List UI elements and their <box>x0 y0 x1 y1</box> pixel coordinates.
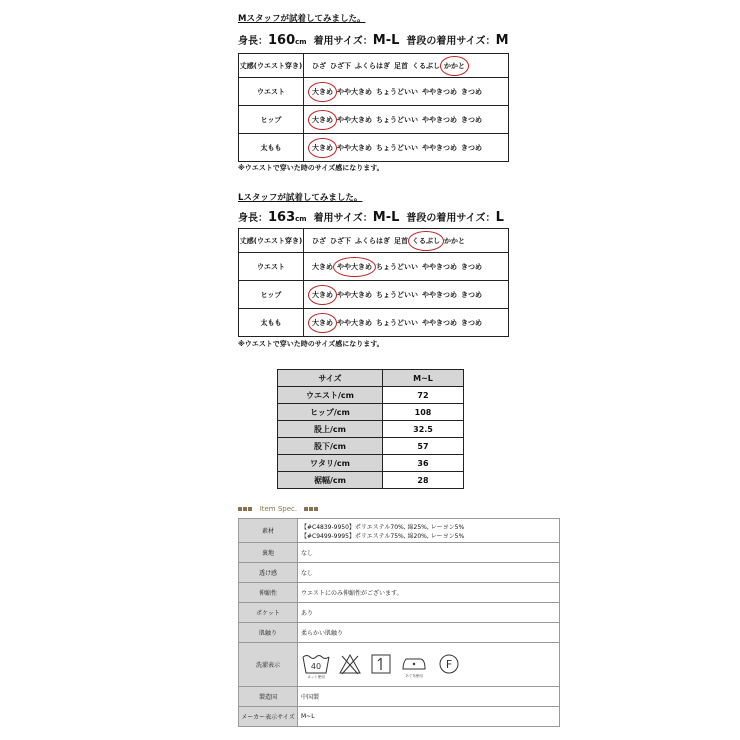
m-fit-row <box>239 54 509 78</box>
m-fit-option: くるぶし <box>412 61 440 70</box>
l-fit-option: きつめ <box>461 318 482 327</box>
size-table-row <box>278 438 464 455</box>
l-fit-table <box>238 228 509 337</box>
item-spec-key: 透け感 <box>239 563 298 583</box>
l-height-unit: cm <box>295 215 307 223</box>
m-fit-option: ひざ下 <box>330 61 351 70</box>
size-row-label: 股上/cm <box>278 421 383 438</box>
wash-temp: 40 <box>310 661 322 671</box>
size-row-value: 57 <box>383 438 464 455</box>
item-spec-row <box>239 643 560 687</box>
item-spec-value <box>298 563 560 583</box>
l-fit-option: かかと <box>444 236 465 245</box>
m-fit-row-label: ヒップ <box>239 106 304 134</box>
m-height-label: 身長： <box>238 36 268 47</box>
m-fit-option: きつめ <box>461 143 482 152</box>
no-bleach-icon <box>338 652 362 678</box>
iron-note: あて布使用 <box>405 673 423 678</box>
m-fit-option: ややきつめ <box>422 115 457 124</box>
size-row-label: ワタリ/cm <box>278 455 383 472</box>
size-row-value: 36 <box>383 455 464 472</box>
item-spec-row <box>239 687 560 707</box>
m-fit-option: ちょうどいい <box>376 115 418 124</box>
item-spec-value <box>298 583 560 603</box>
item-spec-key: 裏地 <box>239 543 298 563</box>
item-spec-row <box>239 583 560 603</box>
wash-note: ネット使用 <box>307 674 325 679</box>
l-wear-label: 着用サイズ： <box>313 213 373 224</box>
m-fit-option: きつめ <box>461 115 482 124</box>
l-fit-row-options <box>304 253 509 281</box>
m-fit-option-selected: 大きめ <box>312 143 333 152</box>
l-fit-row-label: ウエスト <box>239 253 304 281</box>
item-spec-value-line: 【#C4839-9950】ポリエステル70%, 綿25%, レーヨン5% <box>301 523 465 531</box>
l-fit-option: ややきつめ <box>422 318 457 327</box>
l-staff-title: Lスタッフが試着してみました。 <box>238 193 363 203</box>
item-spec-key: 伸縮性 <box>239 583 298 603</box>
size-table-row <box>278 472 464 489</box>
l-fit-row-options <box>304 281 509 309</box>
m-fit-row <box>239 134 509 162</box>
l-height-value: 163 <box>268 210 296 225</box>
item-spec-value <box>298 543 560 563</box>
item-spec-value-line: 中国製 <box>301 694 320 701</box>
size-table-row <box>278 404 464 421</box>
m-fit-option: やや大きめ <box>337 143 372 152</box>
item-spec-heading <box>238 505 319 513</box>
item-spec-value-line: なし <box>301 550 314 557</box>
l-fit-row-options <box>304 309 509 337</box>
item-spec-key: 素材 <box>239 519 298 543</box>
item-spec-key: メーカー表示サイズ <box>239 707 298 727</box>
l-fit-option: ひざ下 <box>330 236 351 245</box>
m-fit-row-options <box>304 106 509 134</box>
l-fit-option: ちょうどいい <box>376 290 418 299</box>
item-spec-value <box>298 623 560 643</box>
l-fit-option: ひざ <box>312 236 326 245</box>
m-fit-option: やや大きめ <box>337 115 372 124</box>
l-fit-option: きつめ <box>461 290 482 299</box>
size-header-value: M~L <box>383 370 464 387</box>
l-fit-option: ややきつめ <box>422 262 457 271</box>
item-spec-row <box>239 623 560 643</box>
m-fit-option: ちょうどいい <box>376 143 418 152</box>
dry-clean-f-icon <box>437 652 461 678</box>
m-fit-row <box>239 78 509 106</box>
item-spec-value-line: なし <box>301 570 314 577</box>
l-fit-option-selected: くるぶし <box>412 236 440 245</box>
size-row-value: 28 <box>383 472 464 489</box>
m-usual-value: M <box>495 33 509 48</box>
l-fit-option-selected: 大きめ <box>312 318 333 327</box>
l-fit-option: ふくらはぎ <box>355 236 390 245</box>
m-fit-row-options <box>304 134 509 162</box>
l-staff-specs <box>238 209 504 225</box>
item-spec-value-line: ウエストにのみ伸縮性がございます。 <box>301 590 403 597</box>
item-spec-key: ポケット <box>239 603 298 623</box>
m-wear-label: 着用サイズ： <box>313 36 373 47</box>
iron-low-icon <box>400 649 430 681</box>
item-spec-value-line: M~L <box>301 713 315 720</box>
m-fit-row-options <box>304 78 509 106</box>
m-fit-option: ややきつめ <box>422 87 457 96</box>
l-wear-value: M-L <box>372 210 400 225</box>
l-fit-option: ちょうどいい <box>376 318 418 327</box>
size-table-row <box>278 421 464 438</box>
l-fit-row-options <box>304 229 509 253</box>
m-fit-option-selected: 大きめ <box>312 87 333 96</box>
m-fit-row <box>239 106 509 134</box>
m-fit-option: 足首 <box>394 61 408 70</box>
l-usual-value: L <box>495 210 504 225</box>
m-fit-table <box>238 53 509 162</box>
m-fit-option: きつめ <box>461 87 482 96</box>
item-spec-key: 製造国 <box>239 687 298 707</box>
l-usual-label: 普段の着用サイズ： <box>406 213 496 224</box>
wash-40-net-icon <box>301 649 331 681</box>
m-staff-specs <box>238 32 509 48</box>
l-fit-option: きつめ <box>461 262 482 271</box>
l-height-label: 身長： <box>238 213 268 224</box>
m-staff-title: Mスタッフが試着してみました。 <box>238 14 366 24</box>
size-row-value: 72 <box>383 387 464 404</box>
item-spec-value-line: 柔らかい肌触り <box>301 630 344 637</box>
item-spec-row <box>239 543 560 563</box>
m-fit-row-options <box>304 54 509 78</box>
line-dry-icon <box>369 652 393 678</box>
l-fit-option: やや大きめ <box>337 290 372 299</box>
m-staff-note: ※ウエストで穿いた時のサイズ感になります。 <box>238 164 384 172</box>
m-fit-row-label: 丈感(ウエスト穿き) <box>239 54 304 78</box>
size-row-value: 108 <box>383 404 464 421</box>
l-fit-row <box>239 281 509 309</box>
item-spec-key: 肌触り <box>239 623 298 643</box>
m-fit-option: ひざ <box>312 61 326 70</box>
item-spec-value <box>298 707 560 727</box>
size-table-header <box>278 370 464 387</box>
l-fit-option: 大きめ <box>312 262 333 271</box>
size-row-value: 32.5 <box>383 421 464 438</box>
m-fit-option-selected: 大きめ <box>312 115 333 124</box>
m-fit-option: ややきつめ <box>422 143 457 152</box>
l-fit-option-selected: やや大きめ <box>337 262 372 271</box>
m-fit-option: ふくらはぎ <box>355 61 390 70</box>
m-height-value: 160 <box>268 33 296 48</box>
item-spec-value-line: あり <box>301 610 314 617</box>
item-spec-value <box>298 687 560 707</box>
item-spec-table <box>238 518 560 727</box>
m-fit-row-label: ウエスト <box>239 78 304 106</box>
l-staff-note: ※ウエストで穿いた時のサイズ感になります。 <box>238 340 384 348</box>
m-wear-value: M-L <box>372 33 400 48</box>
l-fit-row <box>239 253 509 281</box>
size-table-row <box>278 455 464 472</box>
l-fit-option: 足首 <box>394 236 408 245</box>
m-fit-row-label: 太もも <box>239 134 304 162</box>
l-fit-row-label: 太もも <box>239 309 304 337</box>
item-spec-value <box>298 519 560 543</box>
l-fit-row <box>239 309 509 337</box>
m-height-unit: cm <box>295 38 307 46</box>
dry-clean-letter: F <box>445 657 453 671</box>
l-fit-row-label: 丈感(ウエスト穿き) <box>239 229 304 253</box>
item-spec-heading-text: Item Spec. <box>259 505 298 513</box>
m-usual-label: 普段の着用サイズ： <box>406 36 496 47</box>
m-fit-option: やや大きめ <box>337 87 372 96</box>
size-table <box>277 369 464 489</box>
l-fit-row-label: ヒップ <box>239 281 304 309</box>
item-spec-value <box>298 603 560 623</box>
l-fit-option: ちょうどいい <box>376 262 418 271</box>
size-row-label: ウエスト/cm <box>278 387 383 404</box>
item-spec-row <box>239 707 560 727</box>
item-spec-key: 洗濯表示 <box>239 643 298 687</box>
size-header-label: サイズ <box>278 370 383 387</box>
size-table-row <box>278 387 464 404</box>
m-fit-option-selected: かかと <box>444 61 465 70</box>
item-spec-row <box>239 603 560 623</box>
size-row-label: ヒップ/cm <box>278 404 383 421</box>
item-spec-row <box>239 519 560 543</box>
size-row-label: 裾幅/cm <box>278 472 383 489</box>
l-fit-option: ややきつめ <box>422 290 457 299</box>
m-fit-option: ちょうどいい <box>376 87 418 96</box>
l-fit-option-selected: 大きめ <box>312 290 333 299</box>
care-labels <box>298 643 560 687</box>
size-row-label: 股下/cm <box>278 438 383 455</box>
item-spec-value-line: 【#C9499-9995】ポリエステル75%, 綿20%, レーヨン5% <box>301 532 465 540</box>
l-fit-row <box>239 229 509 253</box>
l-fit-option: やや大きめ <box>337 318 372 327</box>
item-spec-row <box>239 563 560 583</box>
